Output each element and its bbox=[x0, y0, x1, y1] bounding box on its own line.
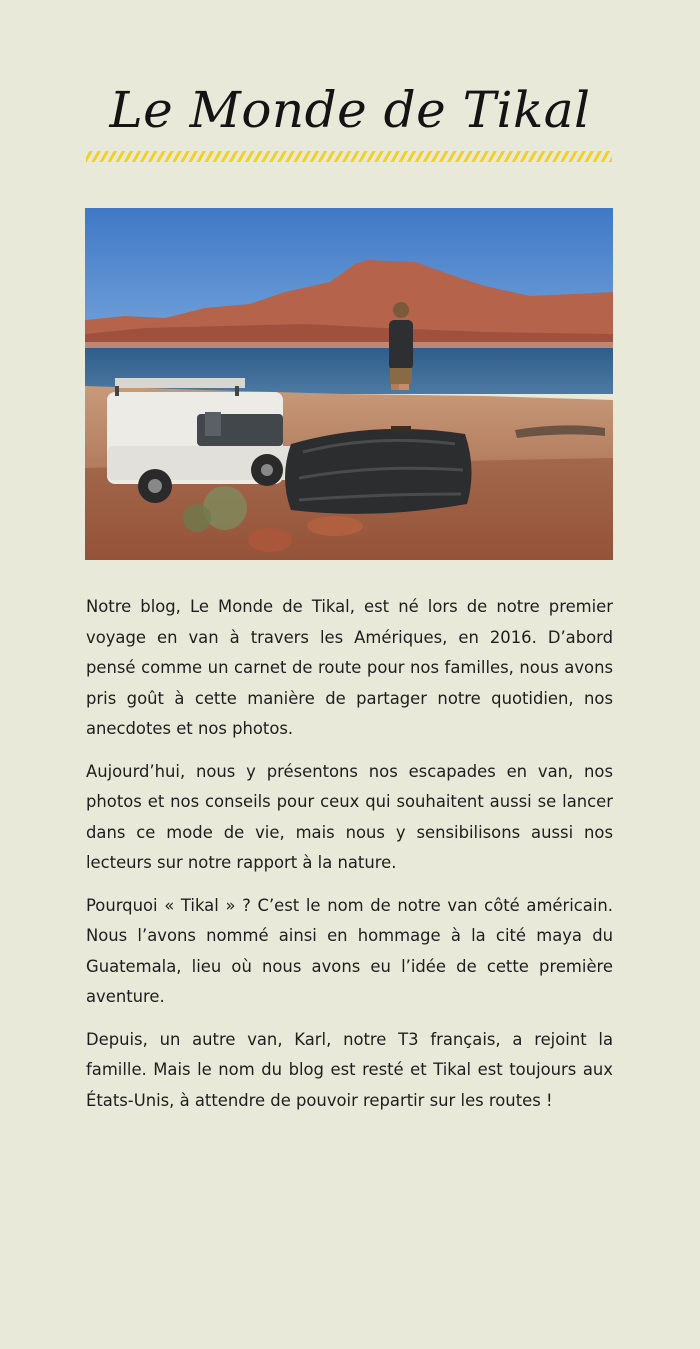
paragraph-4: Depuis, un autre van, Karl, notre T3 français, a rejoint la famille. Mais le nom du blog est resté et Tikal est toujours aux États-Unis, à attendre de pouvoir repartir sur les routes ! bbox=[86, 1029, 613, 1110]
page-title: Le Monde de Tikal bbox=[109, 81, 591, 139]
large-tire bbox=[285, 429, 472, 514]
van-and-traveler-photo bbox=[85, 208, 613, 560]
paragraph-1: Notre blog, Le Monde de Tikal, est né lors de notre premier voyage en van à travers les Amériques, en 2016. D’abord pensé comme un carnet de route pour nos familles, nous avons pris goût à cette manière de partager notre quotidien, nos anecdotes et nos photos. bbox=[86, 597, 613, 738]
title-underline-stripes bbox=[86, 151, 612, 162]
paragraph-2: Aujourd’hui, nous y présentons nos escapades en van, nos photos et nos conseils pour ceux qui souhaitent aussi se lancer dans ce mode de vie, mais nous y sensibilisons aussi nos lecteurs sur notre rapport à la nature. bbox=[86, 761, 613, 872]
paragraph-3: Pourquoi « Tikal » ? C’est le nom de notre van côté américain. Nous l’avons nommé ainsi en hommage à la cité maya du Guatemala, lieu où nous avons eu l’idée de cette première aventure. bbox=[86, 895, 613, 1006]
article-body bbox=[86, 592, 613, 1128]
